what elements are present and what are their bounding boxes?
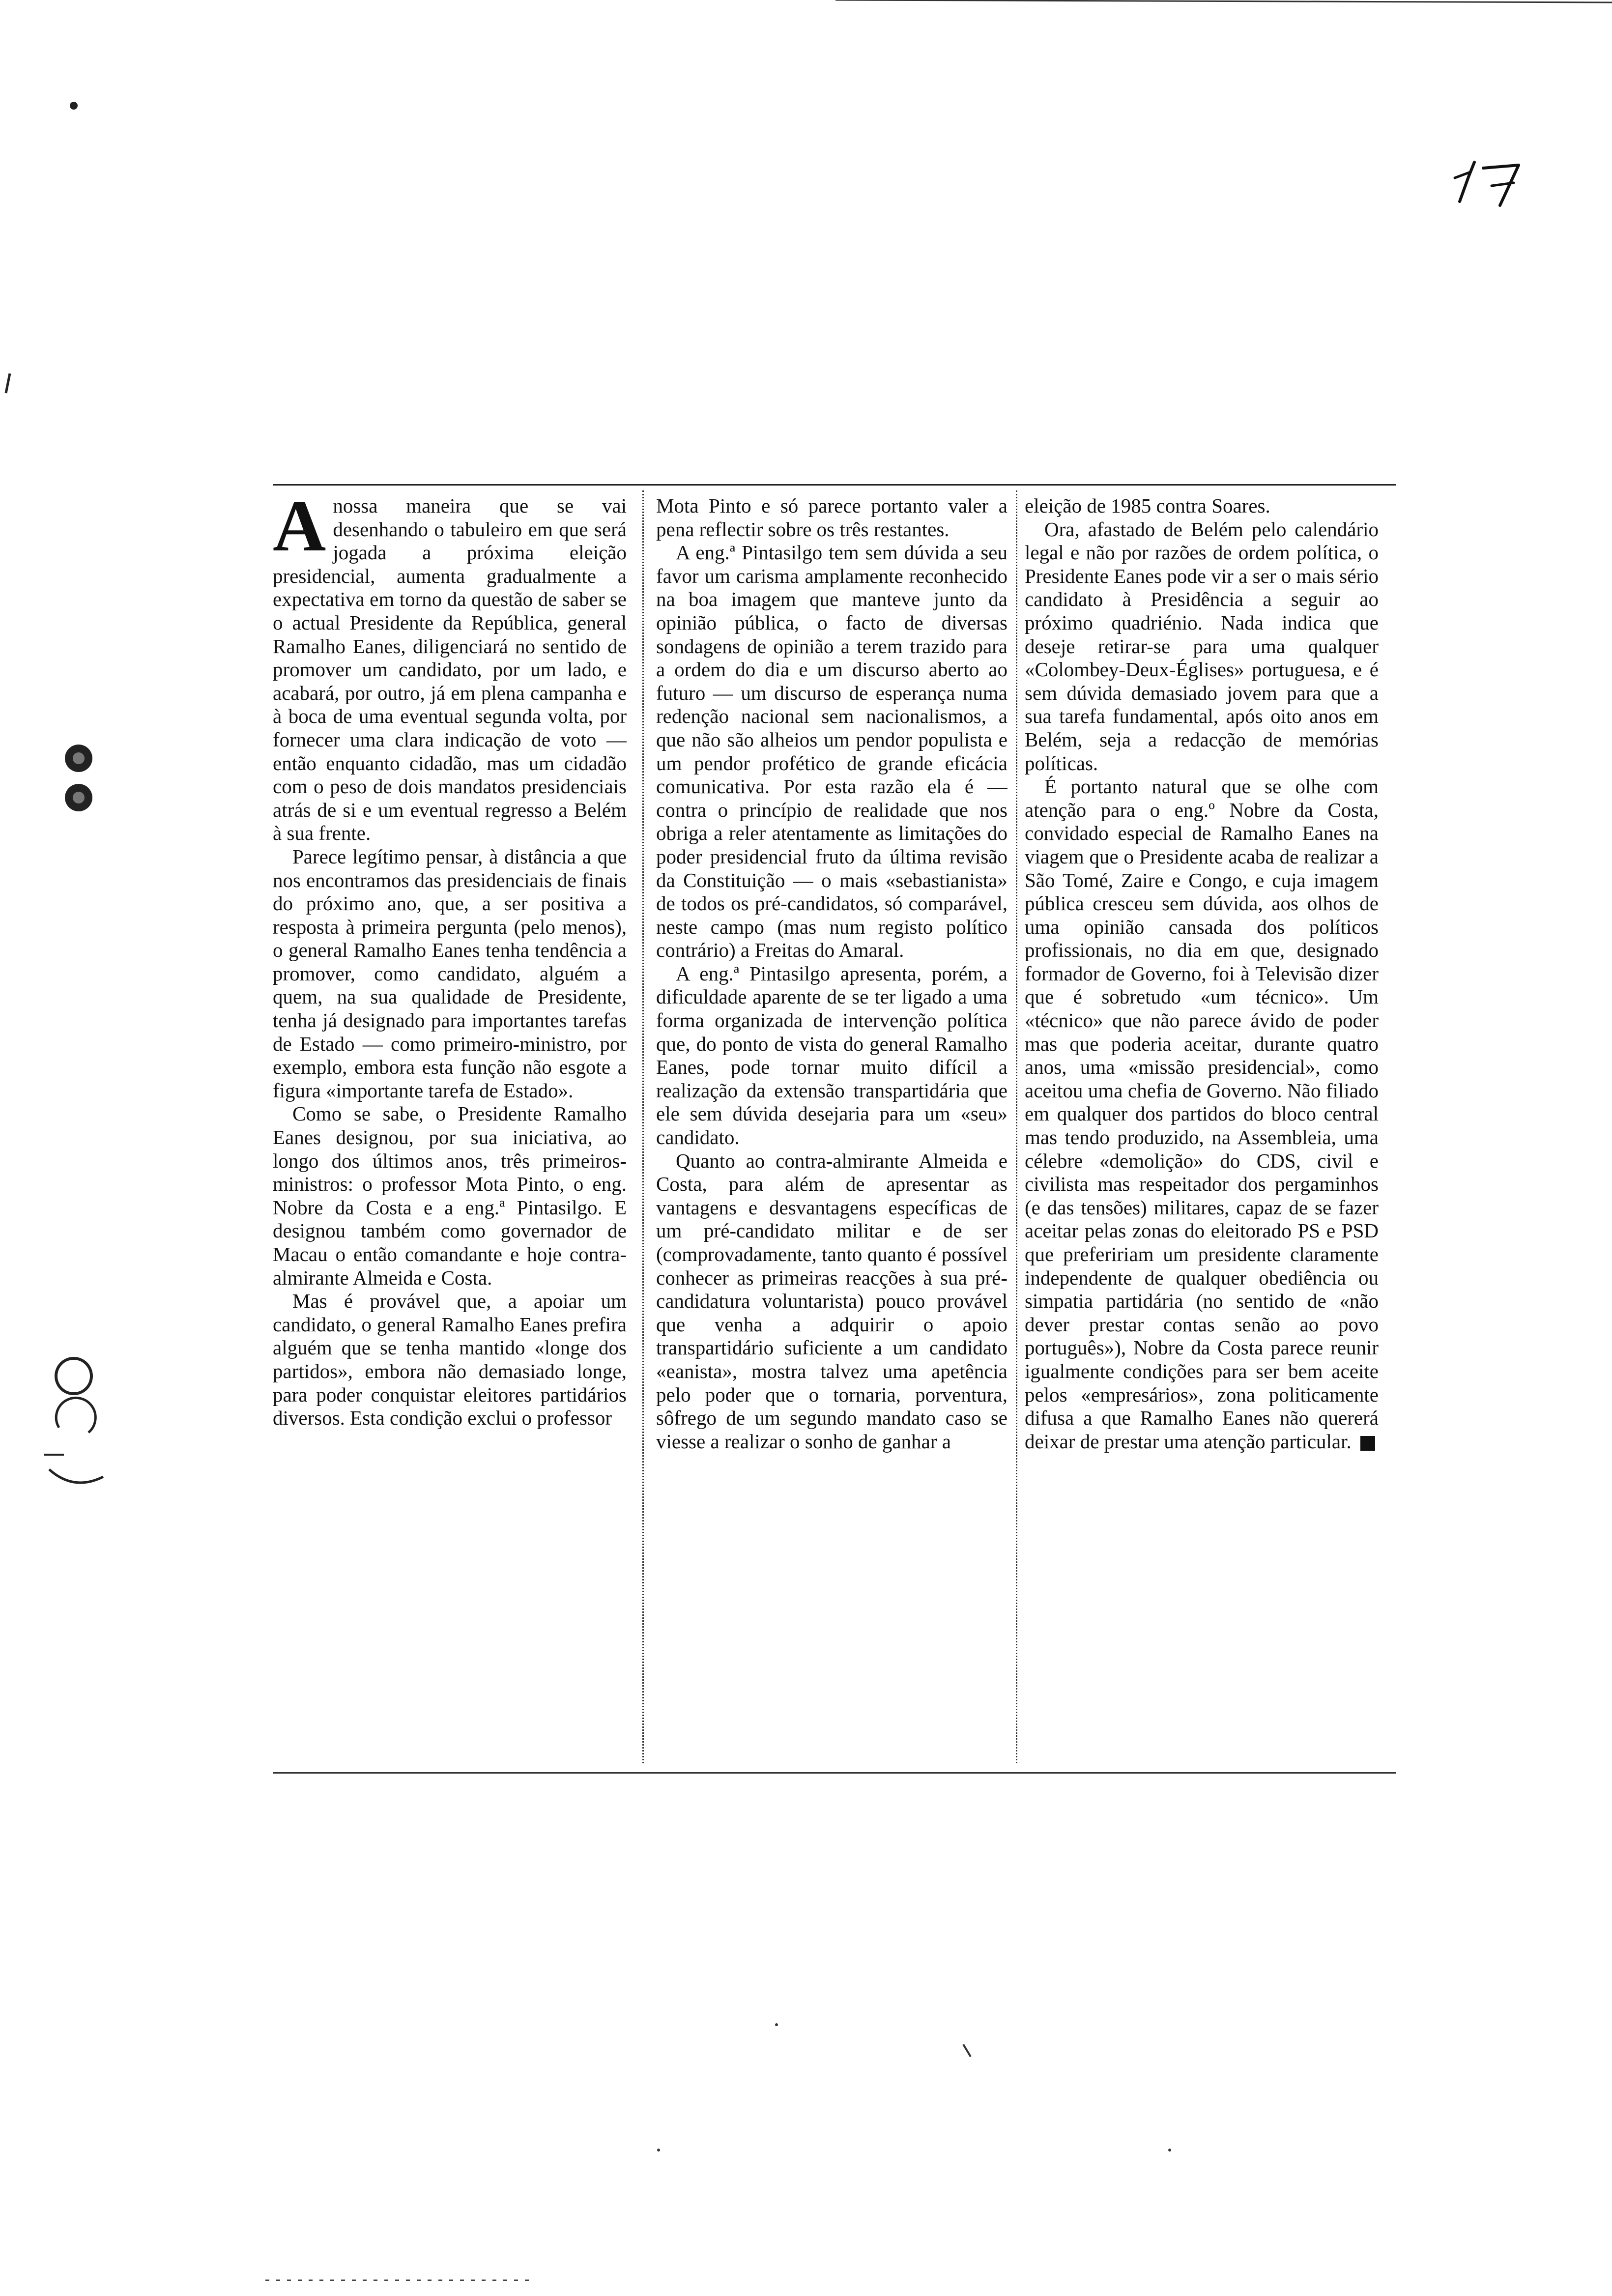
drop-cap: A [273, 494, 326, 567]
column-divider [642, 490, 644, 1763]
paragraph: Quanto ao contra-almirante Almeida e Costa, para além de apresentar as vantagens e desvantagens específicas de um pré-candidato militar e de ser (comprovadamente, tanto quanto é possível conhecer as primeiras reacções à sua pré-candidatura voluntarista) pouco provável que venha a adquirir o apoio transpartidário suficiente a um candidato «eanista», mostra talvez uma apetência pelo poder que o tornaria, porventura, sôfrego de um segundo mandato caso se viesse a realizar o sonho de ganhar a [656, 1149, 1008, 1453]
punch-hole-icon [56, 1358, 91, 1394]
paragraph: Ora, afastado de Belém pelo calendário legal e não por razões de ordem política, o Presidente Eanes pode vir a ser o mais sério candidato à Presidência a seguir ao próximo quadriénio. Nada indica que deseje retirar-se para uma qualquer «Colombey-Deux-Églises» portuguesa, e é sem dúvida demasiado jovem para que a sua tarefa fundamental, após oito anos em Belém, seja a redacção de memórias políticas. [1025, 517, 1379, 775]
paragraph: Parece legítimo pensar, à distância a que nos encontramos das presidenciais de finais do próximo ano, que, a ser positiva a resposta à primeira pergunta (pelo menos), o general Ramalho Eanes tenha tendência a promover, como candidato, alguém a quem, na sua qualidade de Presidente, tenha já designado para importantes tarefas de Estado — como primeiro-ministro, por exemplo, embora esta função não esgote a figura «importante tarefa de Estado». [273, 845, 627, 1102]
article-column-3 [1025, 494, 1379, 1760]
punch-holes-bottom [39, 1354, 113, 1501]
paragraph: Mas é provável que, a apoiar um candidato, o general Ramalho Eanes prefira alguém que se tenha mantido «longe dos partidos», embora não demasiado longe, para poder conquistar eleitores partidários diversos. Esta condição exclui o professor [273, 1290, 627, 1430]
paragraph: Mota Pinto e só parece portanto valer a pena reflectir sobre os três restantes. [656, 494, 1008, 541]
paragraph: A eng.ª Pintasilgo tem sem dúvida a seu favor um carisma amplamente reconhecido na boa imagem que manteve junto da opinião pública, o facto de diversas sondagens de opinião a terem trazido para a ordem do dia e um discurso aberto ao futuro — um discurso de esperança numa redenção nacional sem nacionalismos, a que não são alheios um pendor populista e um pendor profético de grande eficácia comunicativa. Por esta razão ela é — contra o princípio de realidade que nos obriga a reler atentamente as limitações do poder presidencial fruto da última revisão da Constituição — o mais «sebastianista» de todos os pré-candidatos, só comparável, neste campo (mas num registo político contrário) a Freitas do Amaral. [656, 541, 1008, 962]
bottom-rule [273, 1772, 1396, 1774]
paragraph: nossa maneira que se vai desenhando o tabuleiro em que será jogada a próxima eleição presidencial, aumenta gradualmente a expectativa em torno da questão de saber se o actual Presidente da República, general Ramalho Eanes, diligenciará no sentido de promover um candidato, por um lado, e acabará, por outro, já em plena campanha e à boca de uma eventual segunda volta, por fornecer uma clara indicação de voto — então enquanto cidadão, mas um cidadão com o peso de dois mandatos presidenciais atrás de si e um eventual regresso a Belém à sua frente. [273, 494, 627, 845]
article-column-1 [273, 494, 627, 1760]
punch-holes-top [57, 735, 106, 833]
paragraph: Como se sabe, o Presidente Ramalho Eanes designou, por sua iniciativa, ao longo dos últimos anos, três primeiros-ministros: o professor Mota Pinto, o eng. Nobre da Costa e a eng.ª Pintasilgo. E designou também como governador de Macau o então comandante e hoje contra-almirante Almeida e Costa. [273, 1102, 627, 1289]
page-number [1445, 147, 1553, 216]
newspaper-article [273, 484, 1396, 1771]
column-divider [1016, 490, 1017, 1763]
article-column-2 [656, 494, 1008, 1760]
paragraph: A eng.ª Pintasilgo apresenta, porém, a dificuldade aparente de se ter ligado a uma forma organizada de intervenção política que, do ponto de vista do general Ramalho Eanes, pode tornar muito difícil a realização da extensão transpartidária que ele sem dúvida desejaria para um «seu» candidato. [656, 962, 1008, 1149]
paragraph [1025, 775, 1379, 1453]
paragraph: eleição de 1985 contra Soares. [1025, 494, 1270, 517]
end-mark-icon [1360, 1436, 1375, 1451]
paragraph-text: É portanto natural que se olhe com atenção para o eng.º Nobre da Costa, convidado especial de Ramalho Eanes na viagem que o Presidente acaba de realizar a São Tomé, Zaire e Congo, e cuja imagem pública cresceu sem dúvida, aos olhos de uma opinião cansada dos políticos profissionais, no dia em que, designado formador de Governo, foi à Televisão dizer que é sobretudo «um técnico». Um «técnico» que não parece ávido de poder mas que poderia aceitar, durante quatro anos, uma «missão presidencial», como aceitou uma chefia de Governo. Não filiado em qualquer dos partidos do bloco central mas tendo produzido, na Assembleia, uma célebre «demolição» do CDS, civil e civilista mas respeitador dos pergaminhos (e das tensões) militares, capaz de se fazer aceitar pelas zonas do eleitorado PS e PSD que prefeririam um presidente claramente independente de qualquer obediência ou simpatia partidária (no sentido de «não dever prestar contas senão ao povo português»), Nobre da Costa parece reunir igualmente condições para ser bem aceite pelos «empresários», zona politicamente difusa a que Ramalho Eanes não quererá deixar de prestar uma atenção particular. [1025, 775, 1379, 1453]
